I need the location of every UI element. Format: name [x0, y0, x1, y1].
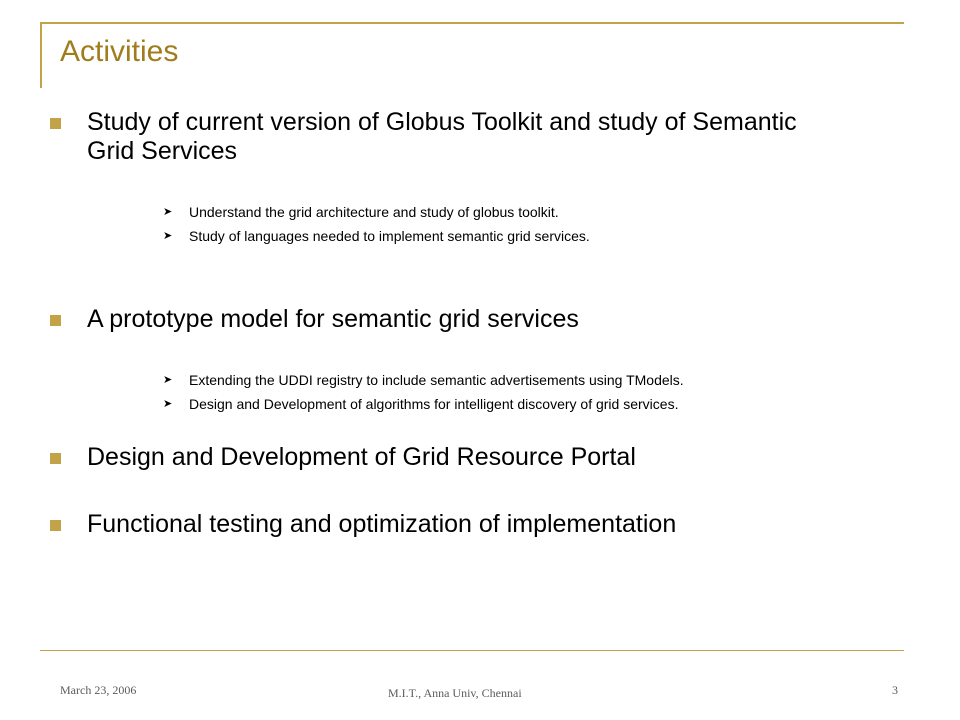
sub-bullet-text: Design and Development of algorithms for intelligent discovery of grid services. [189, 396, 679, 412]
footer-page-number: 3 [892, 683, 898, 697]
square-bullet-icon [50, 118, 61, 129]
footer-institution: M.I.T., Anna Univ, Chennai [388, 686, 522, 700]
sub-bullet-item [163, 370, 883, 390]
sub-bullet-text: Extending the UDDI registry to include semantic advertisements using TModels. [189, 372, 684, 388]
sub-bullet-item [163, 202, 883, 222]
footer-date: March 23, 2006 [60, 683, 137, 697]
slide-title: Activities [60, 35, 179, 68]
arrowhead-bullet-icon: ➤ [163, 206, 173, 218]
sub-bullet-item [163, 226, 883, 246]
arrowhead-bullet-icon: ➤ [163, 374, 173, 386]
bullet-text: A prototype model for semantic grid services [87, 305, 579, 333]
bullet-text: Study of current version of Globus Toolkit and study of Semantic Grid Services [87, 108, 797, 165]
square-bullet-icon [50, 453, 61, 464]
sub-bullet-item [163, 394, 883, 414]
sub-bullet-text: Study of languages needed to implement semantic grid services. [189, 228, 590, 244]
arrowhead-bullet-icon: ➤ [163, 230, 173, 242]
arrowhead-bullet-icon: ➤ [163, 398, 173, 410]
frame-bottom-rule [40, 650, 904, 651]
square-bullet-icon [50, 315, 61, 326]
bullet-text: Functional testing and optimization of implementation [87, 510, 677, 538]
square-bullet-icon [50, 520, 61, 531]
sub-bullet-text: Understand the grid architecture and study of globus toolkit. [189, 204, 559, 220]
bullet-text: Design and Development of Grid Resource Portal [87, 443, 636, 471]
